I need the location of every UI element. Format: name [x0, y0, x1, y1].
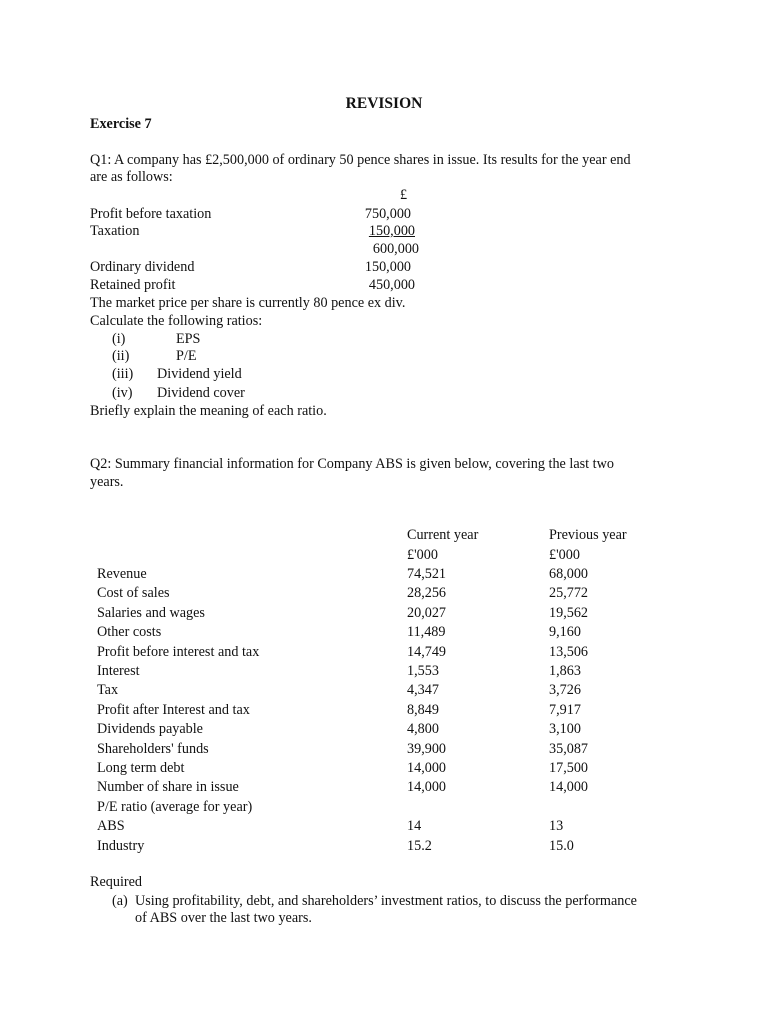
page-title: REVISION [345, 95, 423, 112]
q2-row-label: Shareholders' funds [97, 741, 209, 757]
ratio-name: Dividend yield [157, 366, 242, 382]
q1-row-value: 150,000 [368, 223, 415, 239]
q2-row-previous-value: 3,100 [549, 721, 581, 737]
q2-row-current-value: 14,000 [407, 760, 447, 776]
q2-part-a-line2: of ABS over the last two years. [135, 910, 312, 926]
q2-row-current-value: 28,256 [407, 585, 447, 601]
q2-intro-line1: Q2: Summary financial information for Company ABS is given below, covering the last two [90, 456, 614, 472]
q2-header-current: Current year [407, 527, 479, 543]
q2-row-current-value: 11,489 [407, 624, 446, 640]
q2-row-current-value: 4,347 [407, 682, 439, 698]
q1-currency: £ [400, 187, 408, 203]
q2-row-label: Other costs [97, 624, 162, 640]
q1-row-value: 450,000 [368, 277, 415, 293]
ratio-name: P/E [176, 348, 197, 364]
ratio-number: (iii) [112, 366, 134, 382]
q1-row-label: Taxation [90, 223, 140, 239]
q2-row-previous-value: 3,726 [549, 682, 581, 698]
q2-row-current-value: 39,900 [407, 741, 447, 757]
q2-row-previous-value: 14,000 [549, 779, 589, 795]
q2-row-label: Revenue [97, 566, 147, 582]
q1-row-label: Profit before taxation [90, 206, 212, 222]
q1-row-value: 750,000 [364, 206, 411, 222]
q2-row-previous-value: 1,863 [549, 663, 581, 679]
q2-row-current-value: 1,553 [407, 663, 439, 679]
q2-part-a-label: (a) [112, 893, 128, 909]
q2-row-label: Cost of sales [97, 585, 170, 601]
q2-row-current-value: 74,521 [407, 566, 447, 582]
q2-row-previous-value: 15.0 [549, 838, 574, 854]
q2-row-label: Profit after Interest and tax [97, 702, 250, 718]
q2-row-current-value: 14 [407, 818, 422, 834]
q2-row-current-value: 20,027 [407, 605, 447, 621]
ratio-number: (ii) [112, 348, 130, 364]
q2-row-label: P/E ratio (average for year) [97, 799, 253, 815]
ratio-number: (iv) [112, 385, 133, 401]
q2-row-current-value: 8,849 [407, 702, 439, 718]
q2-row-previous-value: 13,506 [549, 644, 589, 660]
q2-header-previous: Previous year [549, 527, 627, 543]
q2-row-current-value: 14,000 [407, 779, 447, 795]
q2-unit-previous: £'000 [549, 547, 580, 563]
q2-required: Required [90, 874, 143, 890]
q1-intro-line1: Q1: A company has £2,500,000 of ordinary 50 pence shares in issue. Its results for the year end [90, 152, 631, 168]
q2-row-previous-value: 17,500 [549, 760, 589, 776]
q2-row-previous-value: 25,772 [549, 585, 589, 601]
q2-row-label: ABS [97, 818, 125, 834]
q2-part-a-line1: Using profitability, debt, and shareholders’ investment ratios, to discuss the performance [135, 893, 637, 909]
q1-market-price: The market price per share is currently 80 pence ex div. [90, 295, 406, 311]
ratio-number: (i) [112, 331, 126, 347]
q2-row-label: Number of share in issue [97, 779, 239, 795]
q1-row-label: Retained profit [90, 277, 176, 293]
q2-row-label: Salaries and wages [97, 605, 205, 621]
q2-row-previous-value: 35,087 [549, 741, 589, 757]
q1-row-label: Ordinary dividend [90, 259, 195, 275]
q1-row-value: 600,000 [372, 241, 419, 257]
q2-row-label: Interest [97, 663, 140, 679]
q2-row-label: Profit before interest and tax [97, 644, 260, 660]
q2-intro-line2: years. [90, 474, 124, 490]
exercise-heading: Exercise 7 [90, 116, 152, 132]
q2-row-previous-value: 7,917 [549, 702, 581, 718]
q2-row-label: Industry [97, 838, 145, 854]
q2-row-label: Long term debt [97, 760, 185, 776]
q2-row-label: Dividends payable [97, 721, 203, 737]
q2-row-previous-value: 9,160 [549, 624, 581, 640]
q2-row-current-value: 15.2 [407, 838, 432, 854]
q2-row-previous-value: 19,562 [549, 605, 589, 621]
q2-row-current-value: 14,749 [407, 644, 447, 660]
q2-row-current-value: 4,800 [407, 721, 439, 737]
q2-row-previous-value: 68,000 [549, 566, 589, 582]
q2-row-previous-value: 13 [549, 818, 564, 834]
q1-row-value: 150,000 [364, 259, 411, 275]
q2-unit-current: £'000 [407, 547, 438, 563]
ratio-name: Dividend cover [157, 385, 245, 401]
ratio-name: EPS [176, 331, 201, 347]
q2-row-label: Tax [97, 682, 119, 698]
q1-intro-line2: are as follows: [90, 169, 173, 185]
q1-explain: Briefly explain the meaning of each ratio. [90, 403, 327, 419]
q1-calculate: Calculate the following ratios: [90, 313, 263, 329]
